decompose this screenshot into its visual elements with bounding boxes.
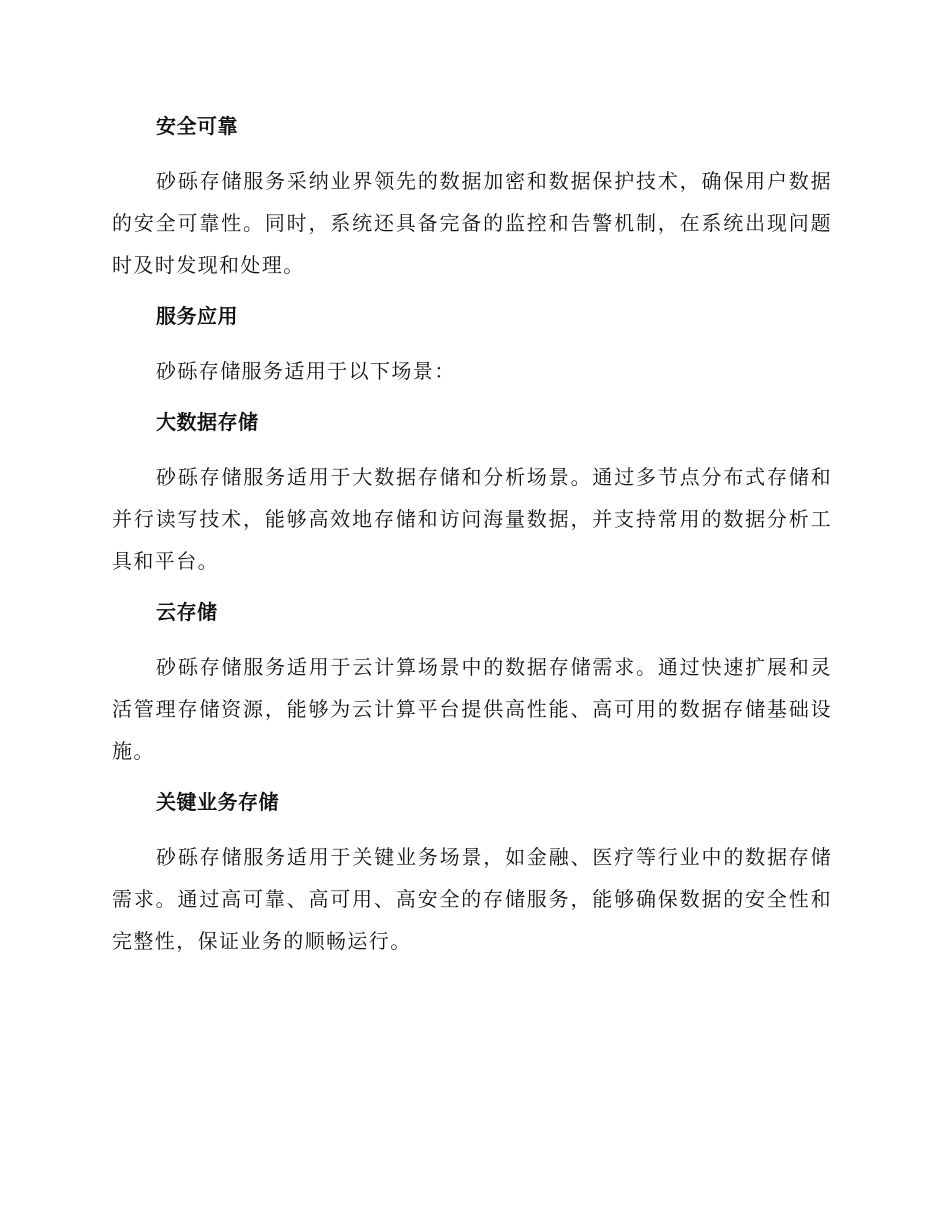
paragraph-big-data: 砂砾存储服务适用于大数据存储和分析场景。通过多节点分布式存储和并行读写技术，能够高效地存储和访问海量数据，并支持常用的数据分析工具和平台。 [112,465,832,573]
section-heading-big-data: 大数据存储 [156,410,259,434]
section-heading-applications: 服务应用 [156,304,238,328]
paragraph-cloud: 砂砾存储服务适用于云计算场景中的数据存储需求。通过快速扩展和灵活管理存储资源，能够为云计算平台提供高性能、高可用的数据存储基础设施。 [112,655,832,763]
paragraph-applications: 砂砾存储服务适用于以下场景： [156,359,456,383]
section-heading-cloud: 云存储 [156,600,218,624]
paragraph-critical-business: 砂砾存储服务适用于关键业务场景，如金融、医疗等行业中的数据存储需求。通过高可靠、高可用、高安全的存储服务，能够确保数据的安全性和完整性，保证业务的顺畅运行。 [112,845,832,953]
document-page [112,110,832,976]
section-heading-critical-business: 关键业务存储 [156,790,279,814]
section-heading-security: 安全可靠 [156,114,238,138]
paragraph-security: 砂砾存储服务采纳业界领先的数据加密和数据保护技术，确保用户数据的安全可靠性。同时，系统还具备完备的监控和告警机制，在系统出现问题时及时发现和处理。 [112,169,832,277]
